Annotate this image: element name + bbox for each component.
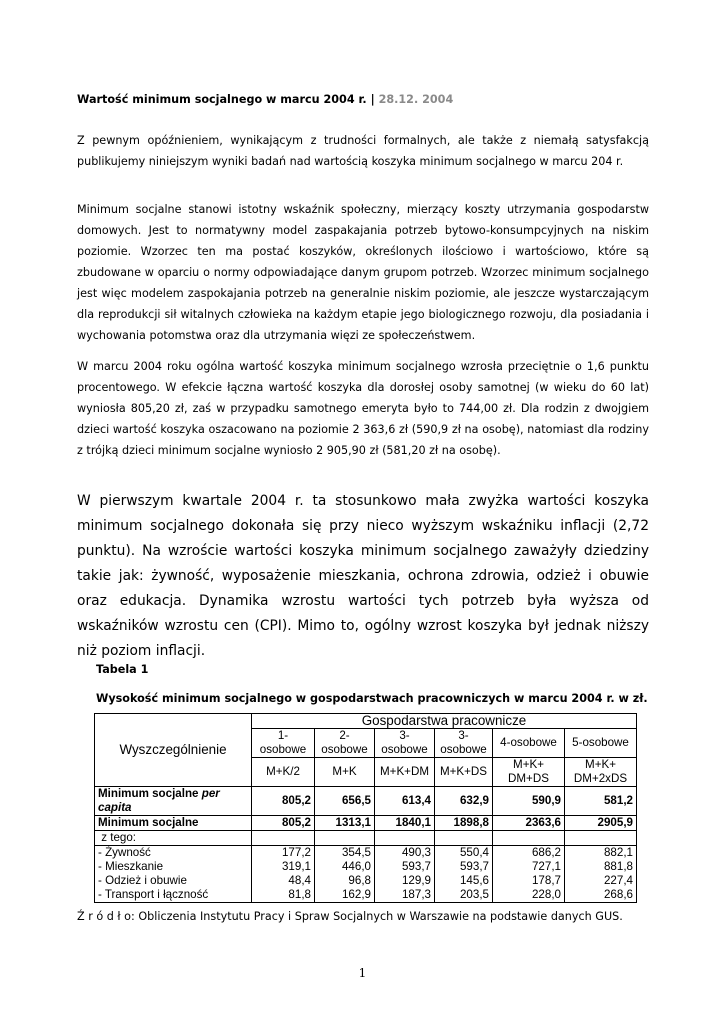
row-label: - Żywność	[95, 846, 252, 861]
table-row	[95, 888, 637, 903]
table-cell: 129,9	[375, 874, 435, 888]
type-line: DM+2xDS	[573, 772, 628, 785]
subheader: z tego:	[95, 831, 252, 846]
table-cell: 686,2	[493, 846, 565, 861]
size-header: 3-osobowe	[435, 729, 493, 758]
table-cell: 48,4	[252, 874, 315, 888]
table-cell: 590,9	[493, 787, 565, 816]
type-header	[493, 758, 565, 787]
type-line: M+K	[332, 765, 357, 778]
per-capita-italic: per capita	[98, 787, 220, 814]
table-label: Tabela 1	[96, 663, 149, 676]
type-line: M+K+	[585, 758, 616, 771]
table-cell: 881,8	[565, 860, 637, 874]
table-cell: 2905,9	[565, 816, 637, 831]
table-cell: 145,6	[435, 874, 493, 888]
row-label: - Transport i łączność	[95, 888, 252, 903]
empty-cell	[252, 831, 315, 846]
size-header: 3-osobowe	[375, 729, 435, 758]
paragraph-definition: Minimum socjalne stanowi istotny wskaźnik społeczny, mierzący koszty utrzymania gospodarstw domowych. Jest to normatywny model zaspakajania potrzeb bytowo-konsumpcyjnych na niskim poziomie. Wzorzec ten ma postać koszyków, określonych ilościowo i wartościowo, które są zbudowane w oparciu o normy odpowiadające danym grupom potrzeb. Wzorzec minimum socjalnego jest więc modelem zaspokajania potrzeb na generalnie niskim poziomie, ale jeszcze wystarczającym dla reprodukcji sił witalnych człowieka na każdym etapie jego biologicznego rozwoju, dla posiadania i wychowania potomstwa oraz dla utrzymania więzi ze społeczeństwem.	[77, 203, 649, 342]
type-line: M+K+DM	[380, 765, 429, 778]
empty-cell	[315, 831, 375, 846]
table-cell: 632,9	[435, 787, 493, 816]
table-cell: 446,0	[315, 860, 375, 874]
paragraph-march-values: W marcu 2004 roku ogólna wartość koszyka minimum socjalnego wzrosła przeciętnie o 1,6 punktu procentowego. W efekcie łączna wartość koszyka dla dorosłej osoby samotnej (w wieku do 60 lat) wyniosła 805,20 zł, zaś w przypadku samotnego emeryta było to 744,00 zł. Dla rodzin z dwojgiem dzieci wartość koszyka oszacowano na poziomie 2 363,6 zł (590,9 zł na osobę), natomiast dla rodziny z trójką dzieci minimum socjalne wyniosło 2 905,90 zł (581,20 zł na osobę).	[77, 360, 649, 457]
table-row	[95, 860, 637, 874]
table-cell: 1313,1	[315, 816, 375, 831]
table-cell: 727,1	[493, 860, 565, 874]
table-cell: 96,8	[315, 874, 375, 888]
table-cell: 550,4	[435, 846, 493, 861]
table-cell: 227,4	[565, 874, 637, 888]
paragraph-intro: Z pewnym opóźnieniem, wynikającym z trudności formalnych, ale także z niemałą satysfakcją publikujemy niniejszym wyniki badań nad wartością koszyka minimum socjalnego w marcu 204 r.	[77, 134, 649, 168]
table-cell: 593,7	[435, 860, 493, 874]
corner-header: Wyszczególnienie	[95, 714, 252, 787]
title-text: Wartość minimum socjalnego w marcu 2004 r.	[77, 93, 367, 106]
table-cell: 354,5	[315, 846, 375, 861]
table-cell: 162,9	[315, 888, 375, 903]
table-cell: 882,1	[565, 846, 637, 861]
table-cell: 490,3	[375, 846, 435, 861]
type-line: M+K/2	[266, 765, 300, 778]
table-cell: 1840,1	[375, 816, 435, 831]
per-capita-label	[95, 787, 252, 816]
empty-cell	[375, 831, 435, 846]
size-header: 4-osobowe	[493, 729, 565, 758]
row-label: - Mieszkanie	[95, 860, 252, 874]
empty-cell	[565, 831, 637, 846]
empty-cell	[493, 831, 565, 846]
table-cell: 228,0	[493, 888, 565, 903]
table-row	[95, 874, 637, 888]
table-cell: 593,7	[375, 860, 435, 874]
row-label: - Odzież i obuwie	[95, 874, 252, 888]
table-cell: 581,2	[565, 787, 637, 816]
table-caption: Wysokość minimum socjalnego w gospodarstwach pracowniczych w marcu 2004 r. w zł.	[96, 692, 648, 705]
size-header: 2-osobowe	[315, 729, 375, 758]
table-cell: 613,4	[375, 787, 435, 816]
per-capita-main: Minimum socjalne	[98, 787, 202, 800]
table-cell: 178,7	[493, 874, 565, 888]
type-line: DM+DS	[508, 772, 549, 785]
type-line: M+K+DS	[439, 765, 488, 778]
size-header: 5-osobowe	[565, 729, 637, 758]
page-number: 1	[358, 966, 367, 980]
type-header	[375, 758, 435, 787]
paragraph-first-quarter: W pierwszym kwartale 2004 r. ta stosunkowo mała zwyżka wartości koszyka minimum socjalnego dokonała się przy nieco wyższym wskaźniku inflacji (2,72 punktu). Na wzroście wartości koszyka minimum socjalnego zaważyły dziedziny takie jak: żywność, wyposażenie mieszkania, ochrona zdrowia, odzież i obuwie oraz edukacja. Dynamika wzrostu wartości tych potrzeb była wyższa od wskaźników wzrostu cen (CPI). Mimo to, ogólny wzrost koszyka był jednak niższy niż poziom inflacji.	[77, 493, 649, 659]
table-cell: 656,5	[315, 787, 375, 816]
article-date: 28.12. 2004	[378, 93, 454, 106]
total-label: Minimum socjalne	[95, 816, 252, 831]
type-header	[435, 758, 493, 787]
minimum-table	[94, 713, 637, 903]
group-header: Gospodarstwa pracownicze	[252, 714, 637, 729]
type-header	[252, 758, 315, 787]
title-separator: |	[366, 93, 379, 106]
table-cell: 203,5	[435, 888, 493, 903]
type-line: M+K+	[513, 758, 544, 771]
table-cell: 805,2	[252, 787, 315, 816]
table-cell: 1898,8	[435, 816, 493, 831]
size-header: 1-osobowe	[252, 729, 315, 758]
article-title	[77, 93, 453, 106]
table-cell: 187,3	[375, 888, 435, 903]
table-cell: 268,6	[565, 888, 637, 903]
table-row	[95, 846, 637, 861]
table-cell: 81,8	[252, 888, 315, 903]
empty-cell	[435, 831, 493, 846]
source-note: Ź r ó d ł o: Obliczenia Instytutu Pracy i Spraw Socjalnych w Warszawie na podstawie danych GUS.	[77, 910, 623, 923]
table-cell: 319,1	[252, 860, 315, 874]
table-cell: 805,2	[252, 816, 315, 831]
table-cell: 2363,6	[493, 816, 565, 831]
table-cell: 177,2	[252, 846, 315, 861]
type-header	[565, 758, 637, 787]
type-header	[315, 758, 375, 787]
